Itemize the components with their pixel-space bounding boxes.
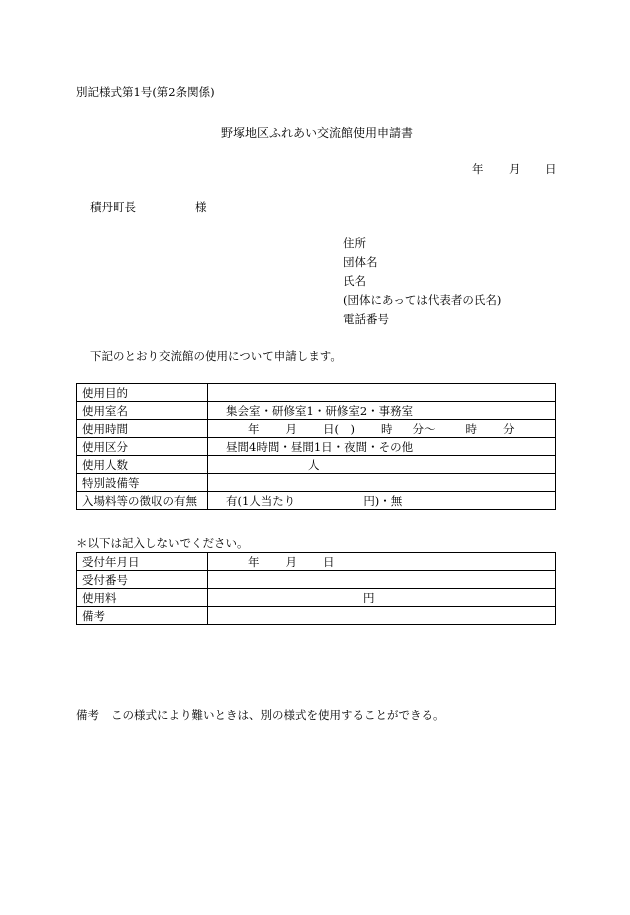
- receipt-date-field: [208, 553, 556, 571]
- office-use-note: ＊以下は記入しないでください。: [76, 536, 249, 550]
- time-hour-end: 時: [465, 421, 477, 436]
- table-row: [77, 553, 556, 571]
- group-name-label: 団体名: [343, 255, 378, 269]
- usage-table: [76, 383, 556, 510]
- office-table: [76, 552, 556, 625]
- table-row: [77, 589, 556, 607]
- table-row: [77, 402, 556, 420]
- remarks-field: [208, 607, 556, 625]
- time-hour-start: 時: [380, 421, 393, 436]
- time-minute-end: 分: [502, 421, 515, 436]
- usage-time-label: 使用時間: [77, 420, 208, 438]
- form-number: 別記様式第1号(第2条関係): [76, 85, 215, 99]
- table-row: [77, 438, 556, 456]
- phone-label: 電話番号: [343, 312, 389, 326]
- footer-note-text: この様式により難いときは、別の様式を使用することができる。: [111, 708, 445, 722]
- date-month-label: 月: [509, 162, 521, 176]
- attendee-count-label: 使用人数: [77, 456, 208, 474]
- receipt-month: 月: [285, 554, 297, 569]
- table-row: [77, 456, 556, 474]
- name-note: (団体にあっては代表者の氏名): [343, 293, 502, 307]
- admission-fee-per-person: 有(1人当たり: [226, 493, 296, 508]
- room-name-label: 使用室名: [77, 402, 208, 420]
- table-row: [77, 384, 556, 402]
- remarks-label: 備考: [77, 607, 208, 625]
- special-equipment-label: 特別設備等: [77, 474, 208, 492]
- admission-fee-yen: 円)・無: [363, 493, 403, 508]
- table-row: [77, 492, 556, 510]
- table-row: [77, 420, 556, 438]
- receipt-number-field: [208, 571, 556, 589]
- receipt-date-label: 受付年月日: [77, 553, 208, 571]
- usage-purpose-label: 使用目的: [77, 384, 208, 402]
- usage-category-label: 使用区分: [77, 438, 208, 456]
- name-label: 氏名: [343, 274, 366, 288]
- receipt-number-label: 受付番号: [77, 571, 208, 589]
- usage-fee-label: 使用料: [77, 589, 208, 607]
- footer-note-label: 備考: [76, 708, 99, 722]
- usage-purpose-field[interactable]: [208, 384, 556, 402]
- table-row: [77, 571, 556, 589]
- table-row: [77, 474, 556, 492]
- page-title: 野塚地区ふれあい交流館使用申請書: [221, 126, 414, 140]
- address-label: 住所: [343, 236, 366, 250]
- usage-fee-field: 円: [208, 589, 556, 607]
- time-day: 日( ): [323, 421, 355, 436]
- receipt-day: 日: [323, 554, 335, 569]
- usage-category-options[interactable]: 昼間4時間・昼間1日・夜間・その他: [208, 438, 556, 456]
- honorific: 様: [195, 200, 207, 214]
- date-day-label: 日: [545, 162, 557, 176]
- attendee-count-field[interactable]: 人: [208, 456, 556, 474]
- footer-note: [76, 708, 445, 722]
- usage-time-field[interactable]: [208, 420, 556, 438]
- date-year-label: 年: [472, 162, 484, 176]
- addressee: 積丹町長: [90, 200, 136, 214]
- table-row: [77, 607, 556, 625]
- time-month: 月: [285, 421, 297, 436]
- admission-fee-label: 入場料等の徴収の有無: [77, 492, 208, 510]
- receipt-year: 年: [248, 554, 260, 569]
- admission-fee-field[interactable]: [208, 492, 556, 510]
- special-equipment-field[interactable]: [208, 474, 556, 492]
- intro-text: 下記のとおり交流館の使用について申請します。: [90, 349, 342, 363]
- time-year: 年: [248, 421, 260, 436]
- time-minute-start: 分〜: [412, 421, 436, 436]
- room-name-options[interactable]: 集会室・研修室1・研修室2・事務室: [208, 402, 556, 420]
